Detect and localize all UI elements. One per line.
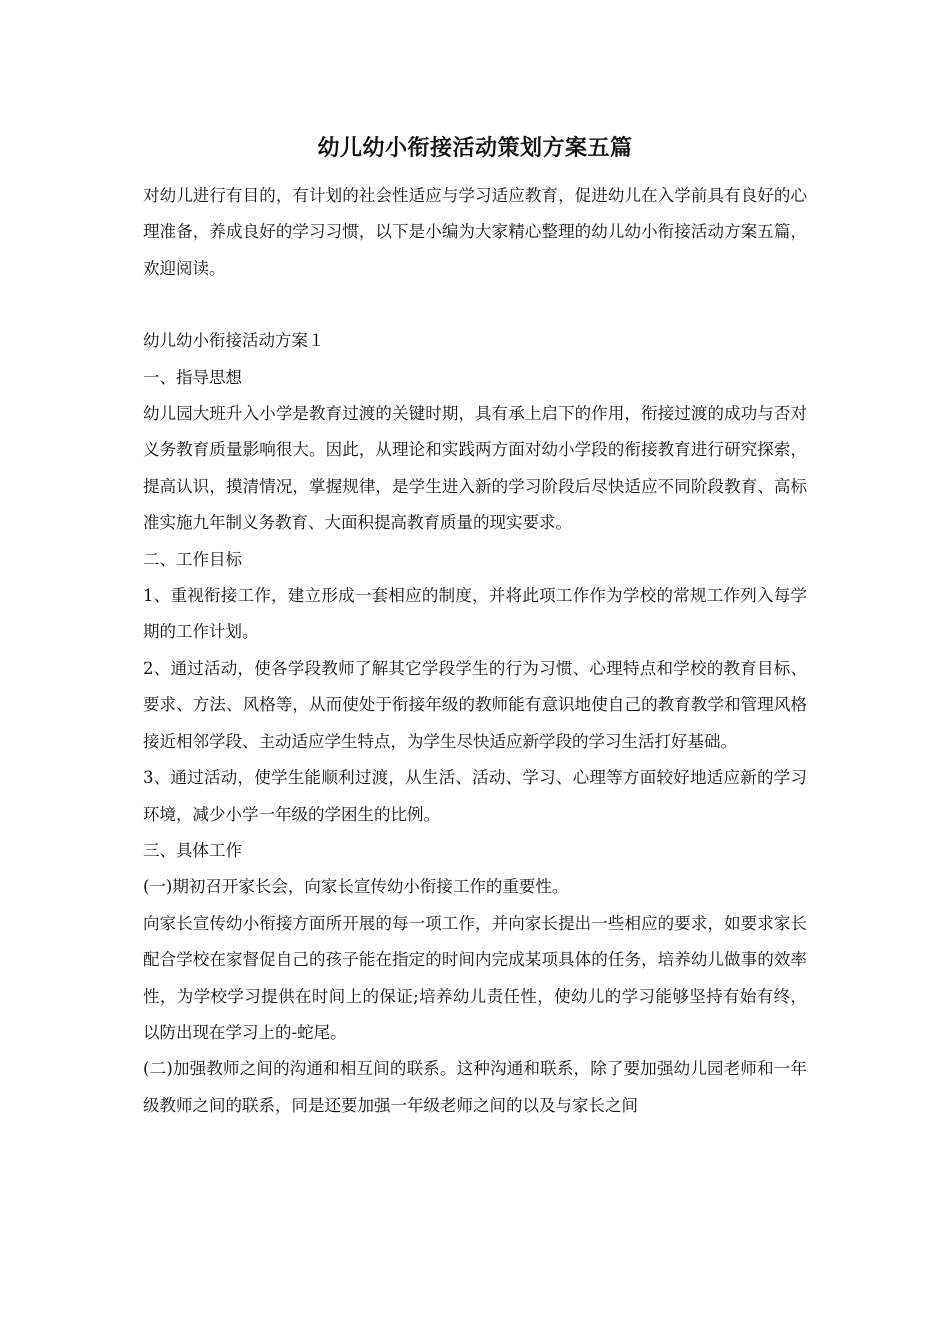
document-page <box>143 128 807 1124</box>
goal-item-1: 1、重视衔接工作，建立形成一套相应的制度，并将此项工作作为学校的常规工作列入每学期的工作计划。 <box>143 586 807 642</box>
work-item-1-title: (一)期初召开家长会，向家长宣传幼小衔接工作的重要性。 <box>143 877 569 897</box>
heading-guiding-ideology: 一、指导思想 <box>143 367 242 387</box>
intro-paragraph: 对幼儿进行有目的，有计划的社会性适应与学习适应教育，促进幼儿在入学前具有良好的心理准备，养成良好的学习习惯，以下是小编为大家精心整理的幼儿幼小衔接活动方案五篇，欢迎阅读。 <box>143 186 807 278</box>
work-item-2: (二)加强教师之间的沟通和相互间的联系。这种沟通和联系，除了要加强幼儿园老师和一年级教师之间的联系，同是还要加强一年级老师之间的以及与家长之间 <box>143 1059 807 1115</box>
goal-item-3: 3、通过活动，使学生能顺利过渡，从生活、活动、学习、心理等方面较好地适应新的学习环境，减少小学一年级的学困生的比例。 <box>143 768 807 824</box>
paragraph-guiding-ideology: 幼儿园大班升入小学是教育过渡的关键时期，具有承上启下的作用，衔接过渡的成功与否对义务教育质量影响很大。因此，从理论和实践两方面对幼小学段的衔接教育进行研究探索，提高认识，摸清情况，掌握规律，是学生进入新的学习阶段后尽快适应不同阶段教育、高标准实施九年制义务教育、大面积提高教育质量的现实要求。 <box>143 404 807 533</box>
heading-specific-work: 三、具体工作 <box>143 840 242 860</box>
document-title: 幼儿幼小衔接活动策划方案五篇 <box>317 135 633 161</box>
work-item-1-body: 向家长宣传幼小衔接方面所开展的每一项工作，并向家长提出一些相应的要求，如要求家长配合学校在家督促自己的孩子能在指定的时间内完成某项具体的任务，培养幼儿做事的效率性，为学校学习提供在时间上的保证;培养幼儿责任性，使幼儿的学习能够坚持有始有终，以防出现在学习上的-蛇尾。 <box>143 913 807 1042</box>
section-title: 幼儿幼小衔接活动方案１ <box>143 331 325 351</box>
heading-work-goals: 二、工作目标 <box>143 549 242 569</box>
paragraph-gap <box>143 287 807 323</box>
goal-item-2: 2、通过活动，使各学段教师了解其它学段学生的行为习惯、心理特点和学校的教育目标、要求、方法、风格等，从而使处于衔接年级的教师能有意识地使自己的教育教学和管理风格接近相邻学段、主动适应学生特点，为学生尽快适应新学段的学习生活打好基础。 <box>143 658 807 751</box>
